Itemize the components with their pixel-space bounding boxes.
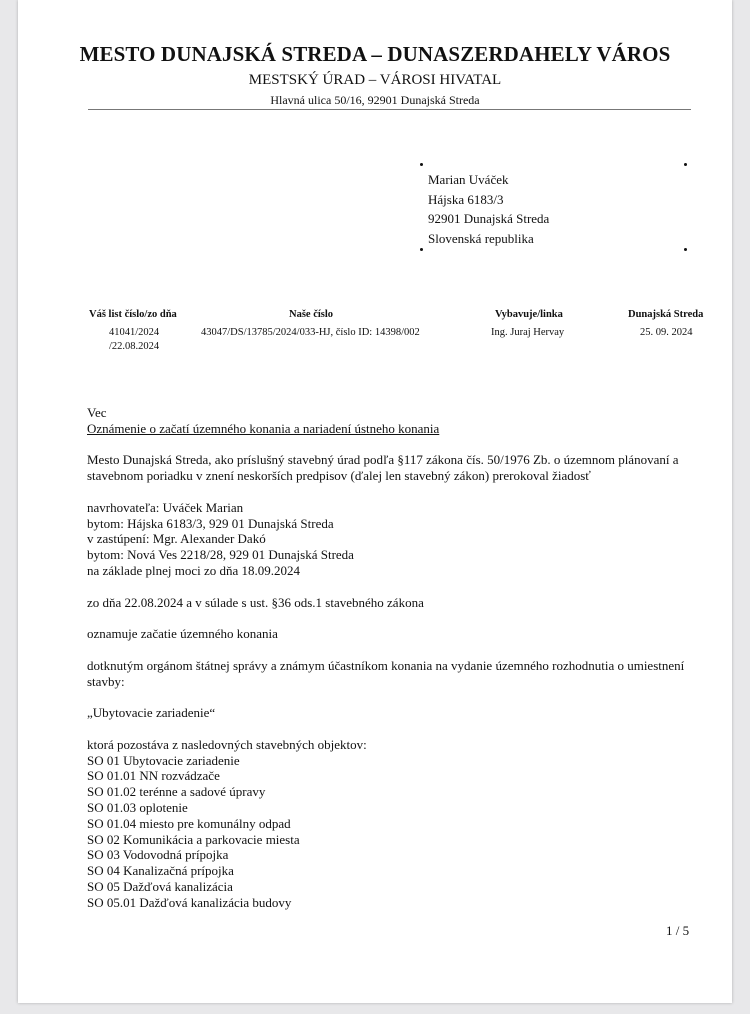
list-item: SO 05 Dažďová kanalizácia — [87, 878, 233, 894]
power-of-attorney: na základe plnej moci zo dňa 18.09.2024 — [87, 562, 300, 578]
letter-date: 25. 09. 2024 — [640, 327, 693, 338]
list-item: SO 01.02 terénne a sadové úpravy — [87, 784, 266, 800]
list-item: SO 04 Kanalizačná prípojka — [87, 863, 234, 879]
address-window-mark — [420, 163, 423, 166]
list-item: SO 01.03 oplotenie — [87, 799, 188, 815]
your-letter-date: /22.08.2024 — [109, 341, 160, 352]
recipient-name: Marian Uváček — [428, 172, 509, 187]
vec-label: Vec — [87, 405, 107, 420]
office-address: Hlavná ulica 50/16, 92901 Dunajská Streda — [270, 93, 480, 107]
our-number-value: 43047/DS/13785/2024/033-HJ, číslo ID: 14398/002 — [201, 327, 420, 338]
list-item: SO 02 Komunikácia a parkovacie miesta — [87, 831, 300, 847]
address-window-mark — [684, 163, 687, 166]
addressees-line: stavby: — [87, 673, 125, 689]
objects-intro: ktorá pozostáva z nasledovných stavebných objektov: — [87, 736, 367, 752]
office-subtitle: MESTSKÝ ÚRAD – VÁROSI HIVATAL — [248, 72, 502, 88]
intro-line: stavebnom poriadku v znení neskorších predpisov (ďalej len stavebný zákon) prerokoval žiadosť — [87, 468, 591, 484]
letter-body — [87, 405, 699, 911]
representative: v zastúpení: Mgr. Alexander Dakó — [87, 531, 266, 547]
your-letter-number: 41041/2024 — [109, 327, 160, 338]
applicant: navrhovateľa: Uváček Marian — [87, 499, 244, 515]
request-date-line: zo dňa 22.08.2024 a v súlade s ust. §36 ods.1 stavebného zákona — [87, 594, 424, 610]
place-label: Dunajská Streda — [628, 309, 704, 320]
addressees-line: dotknutým orgánom štátnej správy a známym účastníkom konania na vydanie územného rozhodnutia o umiestnení — [87, 657, 685, 673]
recipient-address-block — [428, 170, 549, 248]
our-number-label: Naše číslo — [289, 309, 334, 320]
list-item: SO 01.04 miesto pre komunálny odpad — [87, 815, 291, 831]
announcement: oznamuje začatie územného konania — [87, 626, 278, 642]
intro-line: Mesto Dunajská Streda, ako príslušný stavebný úrad podľa §117 zákona čís. 50/1976 Zb. o územnom plánovaní a — [87, 452, 679, 468]
handled-by-label: Vybavuje/linka — [495, 309, 563, 320]
recipient-country: Slovenská republika — [428, 230, 534, 246]
list-item: SO 05.01 Dažďová kanalizácia budovy — [87, 894, 292, 910]
building-name: „Ubytovacie zariadenie“ — [87, 705, 216, 721]
letter-subject: Oznámenie o začatí územného konania a nariadení ústneho konania — [87, 420, 440, 436]
list-item: SO 03 Vodovodná prípojka — [87, 847, 229, 863]
recipient-city: 92901 Dunajská Streda — [428, 211, 550, 226]
address-window-mark — [684, 248, 687, 251]
page-number: 1 / 5 — [666, 923, 690, 938]
your-letter-value — [109, 326, 159, 354]
header-divider — [88, 109, 691, 110]
municipality-title: MESTO DUNAJSKÁ STREDA – DUNASZERDAHELY VÁROS — [79, 42, 671, 66]
recipient-street: Hájska 6183/3 — [428, 191, 504, 207]
list-item: SO 01.01 NN rozvádzače — [87, 768, 220, 784]
your-letter-label: Váš list číslo/zo dňa — [89, 309, 177, 320]
list-item: SO 01 Ubytovacie zariadenie — [87, 752, 240, 768]
representative-address: bytom: Nová Ves 2218/28, 929 01 Dunajská Streda — [87, 547, 354, 563]
handled-by-value: Ing. Juraj Hervay — [491, 327, 565, 338]
address-window-mark — [420, 248, 423, 251]
applicant-address: bytom: Hájska 6183/3, 929 01 Dunajská Streda — [87, 515, 334, 531]
document-page — [18, 0, 732, 1003]
